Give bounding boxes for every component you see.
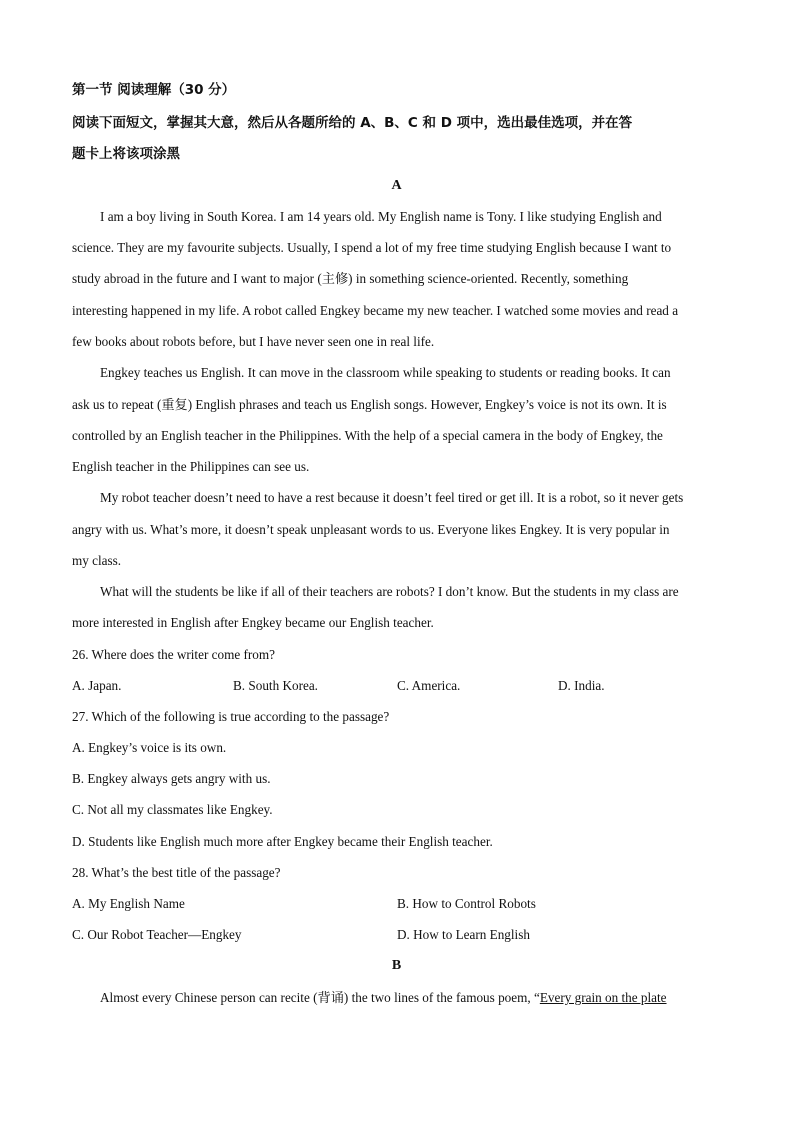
question-27-option-b[interactable]: B. Engkey always gets angry with us. <box>72 771 271 786</box>
question-27-option-c[interactable]: C. Not all my classmates like Engkey. <box>72 802 273 817</box>
section-title: 第一节 阅读理解（30 分） <box>72 82 236 98</box>
passage-a-line: science. They are my favourite subjects. Usually, I spend a lot of my free time studying English because I want to <box>72 240 672 255</box>
passage-a-line: angry with us. What’s more, it doesn’t speak unpleasant words to us. Everyone likes Engkey. It is very popular in <box>72 522 670 537</box>
passage-a-line: controlled by an English teacher in the Philippines. With the help of a special camera in the body of Engkey, the <box>72 428 663 443</box>
passage-b-heading: B <box>391 958 402 973</box>
passage-a-line: Engkey teaches us English. It can move in the classroom while speaking to students or reading books. It can <box>100 365 671 380</box>
question-26-option-c[interactable]: C. America. <box>397 678 461 693</box>
question-27-option-d[interactable]: D. Students like English much more after Engkey became their English teacher. <box>72 834 493 849</box>
instruction-line-1: 阅读下面短文，掌握其大意，然后从各题所给的 A、B、C 和 D 项中，选出最佳选项，并在答 <box>72 115 633 131</box>
question-26-option-d[interactable]: D. India. <box>558 678 605 693</box>
passage-a-line: What will the students be like if all of their teachers are robots? I don’t know. But the students in my class are <box>100 584 679 599</box>
passage-a-line: my class. <box>72 553 122 568</box>
passage-a-line: English teacher in the Philippines can see us. <box>72 459 310 474</box>
passage-a-line: more interested in English after Engkey became our English teacher. <box>72 615 434 630</box>
passage-b-line <box>100 990 750 1006</box>
passage-b-line-text: Almost every Chinese person can recite (背诵) the two lines of the famous poem, “ <box>100 990 540 1005</box>
question-28-option-d[interactable]: D. How to Learn English <box>397 927 530 942</box>
question-26-option-a[interactable]: A. Japan. <box>72 678 122 693</box>
question-26-stem: 26. Where does the writer come from? <box>72 647 275 662</box>
passage-a-line: ask us to repeat (重复) English phrases and teach us English songs. However, Engkey’s voice is not its own. It is <box>72 397 667 412</box>
instruction-line-2: 题卡上将该项涂黑 <box>72 146 180 162</box>
passage-a-line: My robot teacher doesn’t need to have a rest because it doesn’t feel tired or get ill. It is a robot, so it never gets <box>100 490 684 505</box>
passage-a-line: I am a boy living in South Korea. I am 14 years old. My English name is Tony. I like studying English and <box>100 209 662 224</box>
question-28-stem: 28. What’s the best title of the passage? <box>72 865 281 880</box>
question-28-option-c[interactable]: C. Our Robot Teacher—Engkey <box>72 927 242 942</box>
question-28-option-b[interactable]: B. How to Control Robots <box>397 896 536 911</box>
passage-a-line: few books about robots before, but I have never seen one in real life. <box>72 334 435 349</box>
question-27-stem: 27. Which of the following is true according to the passage? <box>72 709 390 724</box>
passage-a-line: study abroad in the future and I want to major (主修) in something science-oriented. Recently, something <box>72 271 629 286</box>
passage-b-underlined-text: Every grain on the plate <box>539 990 667 1005</box>
question-28-option-a[interactable]: A. My English Name <box>72 896 185 911</box>
question-26-option-b[interactable]: B. South Korea. <box>233 678 318 693</box>
passage-a-heading: A <box>391 178 402 193</box>
passage-a-line: interesting happened in my life. A robot called Engkey became my new teacher. I watched some movies and read a <box>72 303 679 318</box>
question-27-option-a[interactable]: A. Engkey’s voice is its own. <box>72 740 227 755</box>
